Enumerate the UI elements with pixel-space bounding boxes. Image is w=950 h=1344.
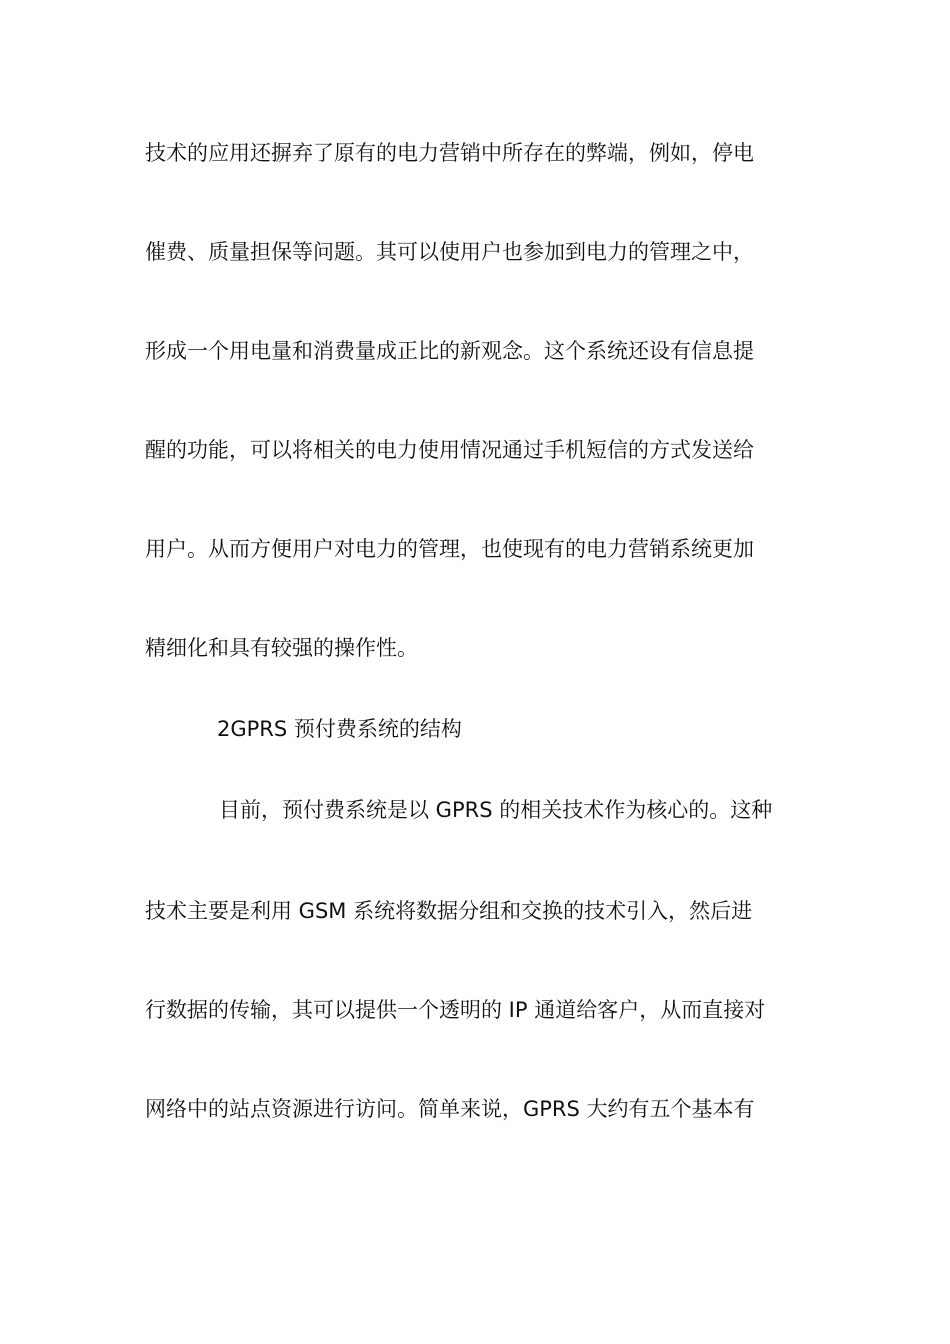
paragraph-1-line-5: 用户。从而方便用户对电力的管理，也使现有的电力营销系统更加 [145, 537, 754, 561]
paragraph-1-line-6: 精细化和具有较强的操作性。 [145, 636, 418, 660]
paragraph-2-line-2: 技术主要是利用 GSM 系统将数据分组和交换的技术引入，然后进 [145, 899, 753, 923]
section-heading: 2GPRS 预付费系统的结构 [217, 717, 462, 741]
paragraph-1-line-2: 催费、质量担保等问题。其可以使用户也参加到电力的管理之中， [145, 240, 754, 264]
paragraph-2-line-1: 目前，预付费系统是以 GPRS 的相关技术作为核心的。这种 [219, 798, 773, 822]
paragraph-2-line-4: 网络中的站点资源进行访问。简单来说，GPRS 大约有五个基本有 [145, 1097, 755, 1121]
paragraph-1-line-1: 技术的应用还摒弃了原有的电力营销中所存在的弊端，例如，停电 [145, 141, 754, 165]
paragraph-1-line-3: 形成一个用电量和消费量成正比的新观念。这个系统还设有信息提 [145, 339, 754, 363]
paragraph-2-line-3: 行数据的传输，其可以提供一个透明的 IP 通道给客户，从而直接对 [145, 998, 766, 1022]
paragraph-1-line-4: 醒的功能，可以将相关的电力使用情况通过手机短信的方式发送给 [145, 438, 754, 462]
